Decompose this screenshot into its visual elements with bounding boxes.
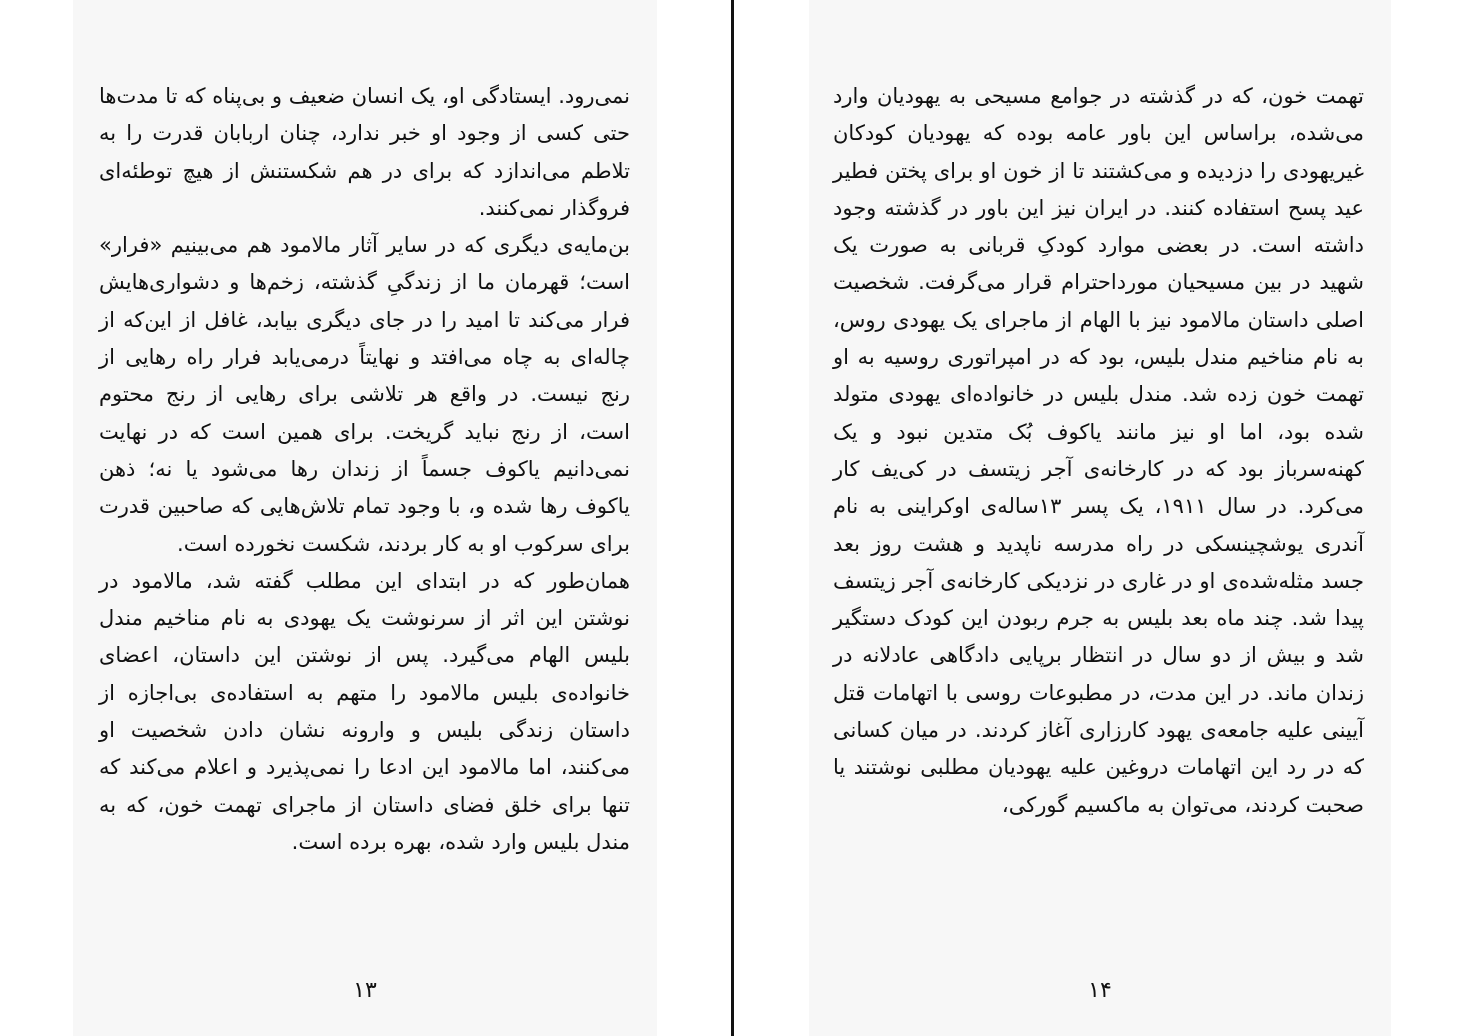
left-page-text: [99, 78, 630, 861]
page-number-right: ۱۴: [1088, 978, 1112, 1003]
page-number-left: ۱۳: [353, 978, 377, 1003]
paragraph: همان‌طور که در ابتدای این مطلب گفته شد، مالامود در نوشتن این اثر از سرنوشت یک یهودی به نام مناخیم مندل بلیس الهام می‌گیرد. پس از نوشتن این داستان، اعضای خانواده‌ی بلیس مالامود را متهم به استفاده‌ی بی‌اجازه از داستان زندگی بلیس و وارونه نشان دادن شخصیت او می‌کنند، اما مالامود این ادعا را نمی‌پذیرد و اعلام می‌کند که تنها برای خلق فضای داستان از ماجرای تهمت خون، که به مندل بلیس وارد شده، بهره برده است.: [99, 568, 630, 854]
page-gutter-divider: [731, 0, 734, 1036]
paragraph: تهمت خون، که در گذشته در جوامع مسیحی به یهودیان وارد می‌شده، براساس این باور عامه بوده که یهودیان کودکان غیریهودی را دزدیده و می‌کشتند تا از خون او برای پختن فطیر عید پسح استفاده کنند. در ایران نیز این باور در گذشته وجود داشته است. در بعضی موارد کودکِ قربانی به صورت یک شهید در بین مسیحیان مورداحترام قرار می‌گرفت. شخصیت اصلی داستان مالامود نیز با الهام از ماجرای یک یهودی روس، به نام مناخیم مندل بلیس، بود که در امپراتوری روسیه به او تهمت خون زده شد. مندل بلیس در خانواده‌ای یهودی متولد شده بود، اما او نیز مانند یاکوف بُک متدین نبود و یک کهنه‌سرباز بود که در کارخانه‌ی آجر زیتسف در کی‌یف کار می‌کرد. در سال ۱۹۱۱، یک پسر ۱۳ساله‌ی اوکراینی به نام آندری یوشچینسکی در راه مدرسه ناپدید و هشت روز بعد جسد مثله‌شده‌ی او در غاری در نزدیکی کارخانه‌ی آجر زیتسف پیدا شد. چند ماه بعد بلیس به جرم ربودن این کودک دستگیر شد و بیش از دو سال در انتظار برپایی دادگاهی عادلانه در زندان ماند. در این مدت، در مطبوعات روسی با اتهامات قتل آیینی علیه جامعه‌ی یهود کارزاری آغاز کردند. در میان کسانی که در رد این اتهامات دروغین علیه یهودیان مطلبی نوشتند یا صحبت کردند، می‌توان به ماکسیم گورکی،: [833, 84, 1365, 817]
right-page: [809, 0, 1391, 1036]
left-page: [73, 0, 657, 1036]
paragraph: بن‌مایه‌ی دیگری که در سایر آثار مالامود هم می‌بینیم «فرار» است؛ قهرمان ما از زندگیِ گذشته، زخم‌ها و دشواری‌هایش فرار می‌کند تا امید را در جای دیگری بیابد، غافل از این‌که از چاله‌ای به چاه می‌افتد و نهایتاً درمی‌یابد فرار راه رهایی از رنج نیست. در واقع هر تلاشی برای رهایی از رنج محتوم است، از رنج نباید گریخت. برای همین است که در نهایت نمی‌دانیم یاکوف جسماً از زندان رها می‌شود یا نه؛ ذهن یاکوف رها شده و، با وجود تمام تلاش‌هایی که صاحبین قدرت برای سرکوب او به کار بردند، شکست نخورده است.: [99, 233, 630, 556]
paragraph: نمی‌رود. ایستادگی او، یک انسان ضعیف و بی‌پناه که تا مدت‌ها حتی کسی از وجود او خبر ندارد، چنان اربابان قدرت را به تلاطم می‌اندازد که برای در هم شکستنش از هیچ توطئه‌ای فروگذار نمی‌کنند.: [99, 84, 630, 220]
right-page-text: [833, 78, 1364, 824]
